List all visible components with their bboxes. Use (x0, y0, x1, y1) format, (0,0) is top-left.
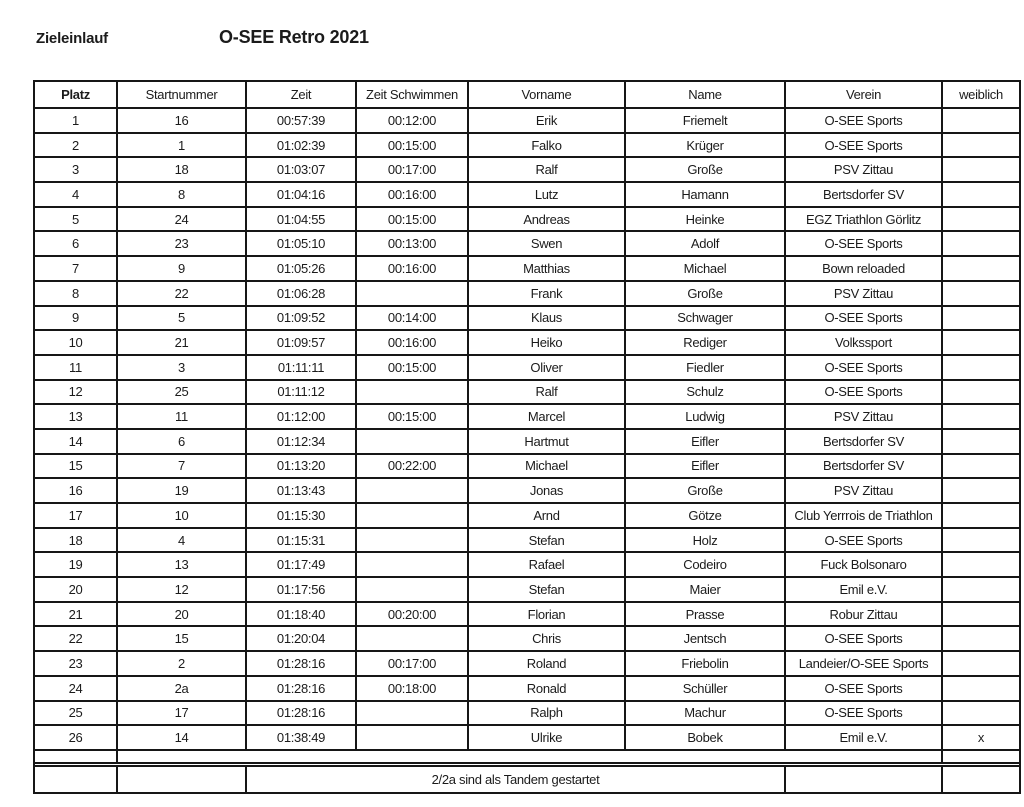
cell-name: Bobek (625, 725, 785, 750)
cell-name: Hamann (625, 182, 785, 207)
cell-startnummer: 25 (117, 380, 246, 405)
cell-zeit_schwimmen: 00:17:00 (356, 651, 468, 676)
cell-verein: O-SEE Sports (785, 380, 942, 405)
cell-name: Rediger (625, 330, 785, 355)
cell-vorname: Falko (468, 133, 625, 158)
cell-zeit_schwimmen: 00:17:00 (356, 157, 468, 182)
cell-weiblich (942, 404, 1020, 429)
cell-platz: 18 (34, 528, 117, 553)
cell-startnummer: 15 (117, 626, 246, 651)
cell-zeit: 01:02:39 (246, 133, 356, 158)
cell-name: Eifler (625, 429, 785, 454)
cell-platz: 3 (34, 157, 117, 182)
cell-name: Große (625, 157, 785, 182)
table-row (34, 528, 1020, 553)
cell-name: Schüller (625, 676, 785, 701)
cell-name: Schwager (625, 306, 785, 331)
table-row (34, 577, 1020, 602)
cell-weiblich (942, 306, 1020, 331)
cell-zeit_schwimmen (356, 281, 468, 306)
document-label: Zieleinlauf (36, 30, 108, 47)
table-row (34, 207, 1020, 232)
cell-name: Ludwig (625, 404, 785, 429)
cell-name: Krüger (625, 133, 785, 158)
cell-zeit: 01:28:16 (246, 701, 356, 726)
cell-verein: Bown reloaded (785, 256, 942, 281)
cell-zeit_schwimmen (356, 701, 468, 726)
cell-verein: Emil e.V. (785, 725, 942, 750)
cell-vorname: Klaus (468, 306, 625, 331)
cell-name: Heinke (625, 207, 785, 232)
cell-vorname: Hartmut (468, 429, 625, 454)
table-row (34, 330, 1020, 355)
cell-weiblich (942, 157, 1020, 182)
cell-zeit_schwimmen: 00:15:00 (356, 355, 468, 380)
cell-zeit: 01:13:43 (246, 478, 356, 503)
cell-zeit_schwimmen (356, 478, 468, 503)
cell-platz: 21 (34, 602, 117, 627)
cell-zeit_schwimmen: 00:16:00 (356, 330, 468, 355)
cell-verein: PSV Zittau (785, 404, 942, 429)
cell-startnummer: 10 (117, 503, 246, 528)
cell-platz: 23 (34, 651, 117, 676)
cell-platz: 2 (34, 133, 117, 158)
cell-verein: Fuck Bolsonaro (785, 552, 942, 577)
cell-verein: Landeier/O-SEE Sports (785, 651, 942, 676)
footer-note-row (34, 766, 1020, 793)
table-row (34, 281, 1020, 306)
cell-weiblich (942, 577, 1020, 602)
table-row (34, 701, 1020, 726)
cell-zeit: 01:04:16 (246, 182, 356, 207)
table-row (34, 651, 1020, 676)
results-table (33, 80, 1021, 794)
cell-platz: 14 (34, 429, 117, 454)
cell-vorname: Andreas (468, 207, 625, 232)
cell-weiblich (942, 651, 1020, 676)
cell-platz: 4 (34, 182, 117, 207)
cell-name: Michael (625, 256, 785, 281)
table-row (34, 380, 1020, 405)
empty-cell (942, 766, 1020, 793)
cell-startnummer: 19 (117, 478, 246, 503)
cell-vorname: Ronald (468, 676, 625, 701)
cell-vorname: Erik (468, 108, 625, 133)
cell-weiblich (942, 478, 1020, 503)
table-row (34, 182, 1020, 207)
cell-name: Holz (625, 528, 785, 553)
cell-startnummer: 2 (117, 651, 246, 676)
cell-verein: O-SEE Sports (785, 701, 942, 726)
cell-startnummer: 24 (117, 207, 246, 232)
cell-vorname: Swen (468, 231, 625, 256)
cell-startnummer: 3 (117, 355, 246, 380)
cell-name: Große (625, 281, 785, 306)
cell-vorname: Ralf (468, 380, 625, 405)
table-row (34, 108, 1020, 133)
empty-separator-row (34, 750, 1020, 763)
empty-cell (34, 750, 117, 763)
cell-vorname: Ulrike (468, 725, 625, 750)
cell-startnummer: 13 (117, 552, 246, 577)
cell-weiblich (942, 380, 1020, 405)
cell-startnummer: 6 (117, 429, 246, 454)
results-table-footer (34, 750, 1020, 793)
table-row (34, 454, 1020, 479)
cell-startnummer: 1 (117, 133, 246, 158)
table-row (34, 157, 1020, 182)
cell-zeit_schwimmen (356, 626, 468, 651)
cell-startnummer: 20 (117, 602, 246, 627)
cell-zeit_schwimmen: 00:12:00 (356, 108, 468, 133)
cell-name: Friebolin (625, 651, 785, 676)
cell-weiblich (942, 256, 1020, 281)
cell-zeit: 01:09:57 (246, 330, 356, 355)
cell-platz: 22 (34, 626, 117, 651)
cell-platz: 25 (34, 701, 117, 726)
cell-platz: 19 (34, 552, 117, 577)
cell-weiblich (942, 108, 1020, 133)
cell-vorname: Jonas (468, 478, 625, 503)
cell-startnummer: 21 (117, 330, 246, 355)
cell-platz: 5 (34, 207, 117, 232)
empty-cell (117, 766, 246, 793)
cell-zeit: 01:17:56 (246, 577, 356, 602)
cell-platz: 6 (34, 231, 117, 256)
cell-verein: Emil e.V. (785, 577, 942, 602)
cell-zeit_schwimmen (356, 380, 468, 405)
cell-zeit: 01:09:52 (246, 306, 356, 331)
table-row (34, 676, 1020, 701)
cell-platz: 10 (34, 330, 117, 355)
cell-name: Codeiro (625, 552, 785, 577)
cell-platz: 11 (34, 355, 117, 380)
empty-cell (942, 750, 1020, 763)
table-row (34, 626, 1020, 651)
cell-name: Große (625, 478, 785, 503)
cell-verein: O-SEE Sports (785, 676, 942, 701)
cell-verein: Robur Zittau (785, 602, 942, 627)
table-row (34, 725, 1020, 750)
cell-platz: 17 (34, 503, 117, 528)
cell-zeit_schwimmen (356, 503, 468, 528)
cell-zeit_schwimmen (356, 725, 468, 750)
cell-platz: 13 (34, 404, 117, 429)
cell-verein: PSV Zittau (785, 281, 942, 306)
cell-zeit: 01:04:55 (246, 207, 356, 232)
cell-zeit: 01:12:34 (246, 429, 356, 454)
cell-zeit: 01:06:28 (246, 281, 356, 306)
empty-cell (34, 766, 117, 793)
cell-zeit: 01:03:07 (246, 157, 356, 182)
cell-weiblich (942, 454, 1020, 479)
cell-zeit: 01:05:10 (246, 231, 356, 256)
cell-verein: O-SEE Sports (785, 306, 942, 331)
cell-name: Eifler (625, 454, 785, 479)
cell-platz: 9 (34, 306, 117, 331)
cell-zeit: 01:15:30 (246, 503, 356, 528)
cell-weiblich (942, 182, 1020, 207)
cell-zeit: 01:12:00 (246, 404, 356, 429)
cell-name: Jentsch (625, 626, 785, 651)
cell-vorname: Stefan (468, 577, 625, 602)
cell-zeit_schwimmen: 00:20:00 (356, 602, 468, 627)
cell-weiblich (942, 330, 1020, 355)
cell-verein: O-SEE Sports (785, 626, 942, 651)
cell-name: Fiedler (625, 355, 785, 380)
column-header-name: Name (625, 81, 785, 108)
cell-weiblich (942, 207, 1020, 232)
cell-verein: Bertsdorfer SV (785, 182, 942, 207)
cell-zeit_schwimmen: 00:15:00 (356, 133, 468, 158)
cell-startnummer: 5 (117, 306, 246, 331)
cell-zeit_schwimmen: 00:13:00 (356, 231, 468, 256)
column-header-verein: Verein (785, 81, 942, 108)
cell-vorname: Frank (468, 281, 625, 306)
table-row (34, 503, 1020, 528)
cell-weiblich (942, 355, 1020, 380)
cell-startnummer: 4 (117, 528, 246, 553)
cell-zeit: 01:28:16 (246, 651, 356, 676)
cell-platz: 24 (34, 676, 117, 701)
cell-zeit_schwimmen (356, 528, 468, 553)
table-row (34, 355, 1020, 380)
table-row (34, 429, 1020, 454)
cell-platz: 8 (34, 281, 117, 306)
table-row (34, 306, 1020, 331)
cell-startnummer: 22 (117, 281, 246, 306)
cell-name: Prasse (625, 602, 785, 627)
cell-name: Adolf (625, 231, 785, 256)
cell-vorname: Marcel (468, 404, 625, 429)
cell-startnummer: 16 (117, 108, 246, 133)
page-title: O-SEE Retro 2021 (219, 27, 369, 47)
cell-vorname: Florian (468, 602, 625, 627)
column-header-zeit: Zeit (246, 81, 356, 108)
empty-cell (785, 766, 942, 793)
cell-vorname: Michael (468, 454, 625, 479)
cell-vorname: Ralf (468, 157, 625, 182)
cell-startnummer: 12 (117, 577, 246, 602)
cell-zeit_schwimmen (356, 552, 468, 577)
cell-vorname: Rafael (468, 552, 625, 577)
table-row (34, 231, 1020, 256)
cell-verein: O-SEE Sports (785, 108, 942, 133)
table-row (34, 602, 1020, 627)
cell-vorname: Heiko (468, 330, 625, 355)
cell-zeit_schwimmen: 00:16:00 (356, 182, 468, 207)
cell-verein: Bertsdorfer SV (785, 429, 942, 454)
cell-zeit_schwimmen: 00:16:00 (356, 256, 468, 281)
header-row (34, 81, 1020, 108)
column-header-vorname: Vorname (468, 81, 625, 108)
cell-verein: Bertsdorfer SV (785, 454, 942, 479)
cell-weiblich (942, 429, 1020, 454)
cell-zeit: 01:11:11 (246, 355, 356, 380)
cell-verein: O-SEE Sports (785, 355, 942, 380)
cell-zeit: 01:13:20 (246, 454, 356, 479)
results-table-body (34, 108, 1020, 750)
cell-vorname: Stefan (468, 528, 625, 553)
table-row (34, 256, 1020, 281)
cell-weiblich (942, 281, 1020, 306)
cell-zeit_schwimmen: 00:15:00 (356, 207, 468, 232)
cell-zeit: 01:15:31 (246, 528, 356, 553)
cell-zeit: 01:18:40 (246, 602, 356, 627)
cell-zeit: 01:38:49 (246, 725, 356, 750)
table-row (34, 404, 1020, 429)
cell-zeit: 01:11:12 (246, 380, 356, 405)
cell-platz: 26 (34, 725, 117, 750)
cell-weiblich (942, 676, 1020, 701)
cell-weiblich (942, 231, 1020, 256)
cell-startnummer: 14 (117, 725, 246, 750)
cell-startnummer: 18 (117, 157, 246, 182)
cell-verein: O-SEE Sports (785, 133, 942, 158)
cell-startnummer: 9 (117, 256, 246, 281)
cell-zeit: 01:17:49 (246, 552, 356, 577)
cell-weiblich (942, 701, 1020, 726)
cell-startnummer: 17 (117, 701, 246, 726)
cell-platz: 20 (34, 577, 117, 602)
column-header-startnummer: Startnummer (117, 81, 246, 108)
cell-vorname: Chris (468, 626, 625, 651)
column-header-zeit-schwimmen: Zeit Schwimmen (356, 81, 468, 108)
cell-platz: 1 (34, 108, 117, 133)
cell-verein: EGZ Triathlon Görlitz (785, 207, 942, 232)
table-row (34, 133, 1020, 158)
cell-vorname: Roland (468, 651, 625, 676)
cell-startnummer: 11 (117, 404, 246, 429)
cell-weiblich (942, 626, 1020, 651)
cell-platz: 7 (34, 256, 117, 281)
cell-verein: O-SEE Sports (785, 231, 942, 256)
cell-weiblich (942, 503, 1020, 528)
cell-verein: O-SEE Sports (785, 528, 942, 553)
cell-platz: 16 (34, 478, 117, 503)
cell-weiblich (942, 528, 1020, 553)
cell-verein: Volkssport (785, 330, 942, 355)
cell-startnummer: 23 (117, 231, 246, 256)
cell-startnummer: 7 (117, 454, 246, 479)
cell-name: Friemelt (625, 108, 785, 133)
cell-zeit: 01:28:16 (246, 676, 356, 701)
cell-weiblich (942, 602, 1020, 627)
cell-name: Götze (625, 503, 785, 528)
cell-zeit_schwimmen: 00:14:00 (356, 306, 468, 331)
cell-weiblich: x (942, 725, 1020, 750)
table-row (34, 552, 1020, 577)
cell-verein: PSV Zittau (785, 478, 942, 503)
cell-vorname: Oliver (468, 355, 625, 380)
cell-vorname: Lutz (468, 182, 625, 207)
cell-vorname: Ralph (468, 701, 625, 726)
cell-zeit: 01:20:04 (246, 626, 356, 651)
empty-merged-cell (117, 750, 942, 763)
footer-note: 2/2a sind als Tandem gestartet (246, 766, 785, 793)
cell-startnummer: 2a (117, 676, 246, 701)
column-header-weiblich: weiblich (942, 81, 1020, 108)
cell-vorname: Matthias (468, 256, 625, 281)
cell-name: Machur (625, 701, 785, 726)
cell-name: Maier (625, 577, 785, 602)
table-row (34, 478, 1020, 503)
cell-zeit: 01:05:26 (246, 256, 356, 281)
cell-zeit_schwimmen: 00:18:00 (356, 676, 468, 701)
cell-vorname: Arnd (468, 503, 625, 528)
cell-weiblich (942, 552, 1020, 577)
cell-platz: 12 (34, 380, 117, 405)
cell-startnummer: 8 (117, 182, 246, 207)
cell-weiblich (942, 133, 1020, 158)
cell-zeit_schwimmen: 00:15:00 (356, 404, 468, 429)
cell-zeit_schwimmen (356, 429, 468, 454)
cell-verein: PSV Zittau (785, 157, 942, 182)
cell-verein: Club Yerrrois de Triathlon (785, 503, 942, 528)
results-table-header (34, 81, 1020, 108)
cell-platz: 15 (34, 454, 117, 479)
cell-zeit_schwimmen (356, 577, 468, 602)
cell-zeit: 00:57:39 (246, 108, 356, 133)
column-header-platz: Platz (34, 81, 117, 108)
cell-zeit_schwimmen: 00:22:00 (356, 454, 468, 479)
cell-name: Schulz (625, 380, 785, 405)
